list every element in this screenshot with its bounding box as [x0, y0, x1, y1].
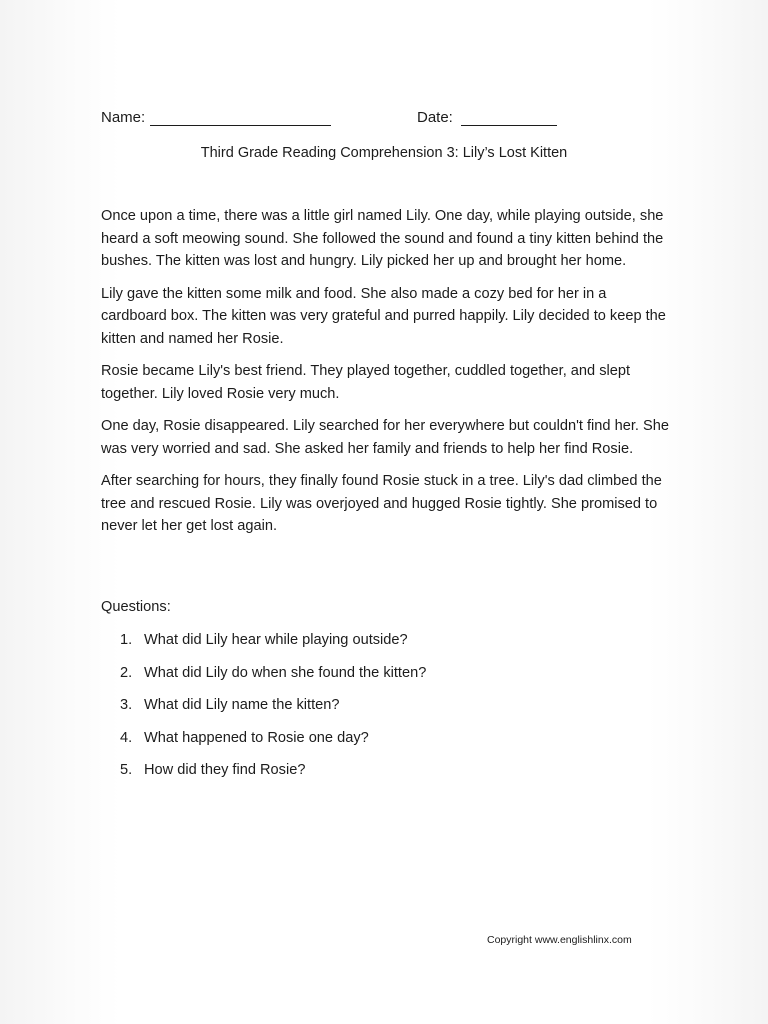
copyright-notice: Copyright www.englishlinx.com	[487, 934, 632, 946]
question-text: How did they find Rosie?	[144, 762, 306, 778]
question-number: 4.	[120, 729, 133, 746]
worksheet-title: Third Grade Reading Comprehension 3: Lily’s Lost Kitten	[200, 145, 568, 161]
question-item	[120, 727, 426, 760]
story-body	[101, 205, 671, 548]
story-paragraph: Once upon a time, there was a little girl named Lily. One day, while playing outside, she heard a soft meowing sound. She followed the sound and found a tiny kitten behind the bushes. The kitten was lost and hungry. Lily picked her up and brought her home.	[101, 208, 664, 269]
question-item	[120, 662, 426, 695]
story-paragraph: One day, Rosie disappeared. Lily searched for her everywhere but couldn't find her. She was very worried and sad. She asked her family and friends to help her find Rosie.	[101, 418, 669, 457]
question-number: 5.	[120, 762, 133, 778]
question-item	[120, 759, 426, 792]
question-text: What did Lily do when she found the kitten?	[144, 664, 427, 681]
question-text: What did Lily name the kitten?	[144, 697, 340, 713]
question-item	[120, 694, 426, 727]
question-number: 3.	[120, 697, 133, 713]
student-info-row	[101, 109, 561, 131]
story-paragraph: Lily gave the kitten some milk and food. She also made a cozy bed for her in a cardboard box. The kitten was very grateful and purred happily. Lily decided to keep the kitten and named her Rosie.	[101, 285, 666, 347]
question-text: What happened to Rosie one day?	[144, 729, 369, 746]
question-number: 2.	[120, 664, 133, 681]
date-blank-line	[461, 125, 557, 126]
questions-heading: Questions:	[101, 599, 171, 615]
story-paragraph: After searching for hours, they finally found Rosie stuck in a tree. Lily's dad climbed the tree and rescued Rosie. Lily was overjoyed and hugged Rosie tightly. She promised to never let her get lost again.	[101, 473, 662, 534]
story-paragraph: Rosie became Lily's best friend. They played together, cuddled together, and slept together. Lily loved Rosie very much.	[101, 363, 631, 402]
name-blank-line	[150, 125, 331, 126]
question-item	[120, 629, 426, 662]
question-number: 1.	[120, 632, 133, 648]
date-label: Date:	[417, 109, 453, 126]
name-label: Name:	[101, 109, 146, 126]
question-text: What did Lily hear while playing outside?	[144, 632, 408, 648]
question-list	[120, 629, 426, 792]
